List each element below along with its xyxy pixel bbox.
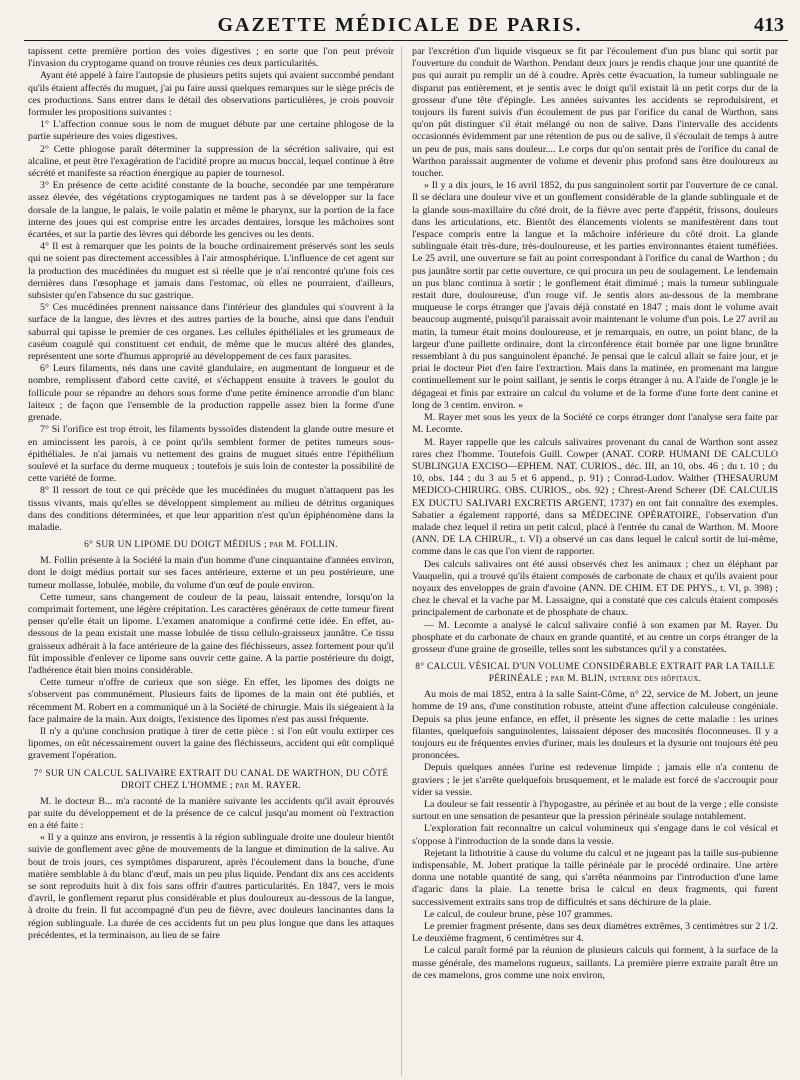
page-number: 413 — [754, 14, 784, 36]
paragraph: 1° L'affection connue sous le nom de muguet débute par une certaine phlogose de la partie supérieure des voies digestives. — [28, 119, 394, 143]
paragraph: 5° Ces mucédinées prennent naissance dans l'intérieur des glandules qui s'ouvrent à la surface de la langue, des lèvres et des autres parties de la bouche, ainsi que dans l'enduit saburral qui tapisse le premier de ces organes. Les cellules épithéliales et les grumeaux de caséum coagulé qui constituent cet enduit, de même que le mucus altéré des glandes, représentent une sorte d'humus approprié au développement de ces faux parasites. — [28, 302, 394, 363]
paragraph: M. le docteur B... m'a raconté de la manière suivante les accidents qu'il avait éprouvés par suite du développement et de la présence de ce calcul jusqu'au moment où l'extraction en a été faite : — [28, 795, 394, 831]
paragraph: M. Rayer met sous les yeux de la Société ce corps étranger dont l'analyse sera faite par M. Lecomte. — [412, 412, 778, 436]
section-heading: 6° SUR UN LIPOME DU DOIGT MÉDIUS ; par M. FOLLIN. — [84, 540, 338, 551]
journal-title: GAZETTE MÉDICALE DE PARIS. — [217, 14, 583, 36]
paragraph: Le premier fragment présente, dans ses deux diamètres extrêmes, 3 centimètres sur 2 1/2. Le deuxième fragment, 6 centimètres sur 4. — [412, 921, 778, 945]
paragraph: 4° Il est à remarquer que les points de la bouche ordinairement préservés sont les seuls qui ne soient pas directement accessibles à l'air atmosphérique. L'influence de cet agent sur la production des mucédinées du muguet est si réelle que je n'ai rencontré qu'une fois ces dernières dans l'œsophage et jamais dans l'estomac, où elles ne pourraient, d'ailleurs, subsister qu'en l'absence du suc gastrique. — [28, 241, 394, 302]
paragraph: 6° Leurs filaments, nés dans une cavité glandulaire, en augmentant de longueur et de nombre, remplissent d'abord cette cavité, et s'échappent ensuite à travers le goulot du follicule pour se répandre au dehors sous forme d'une petite éminence arrondie d'un blanc laiteux ; de façon que l'ensemble de la production rappelle assez bien la forme d'une grenade. — [28, 363, 394, 424]
paragraph: — M. Lecomte a analysé le calcul salivaire confié à son examen par M. Rayer. Du phosphate et du carbonate de chaux en grande quantité, et au centre un corps étranger de la grosseur d'une graine de groseille, telles sont les substances qu'il y a constatées. — [412, 619, 778, 655]
paragraph: 2° Cette phlogose paraît déterminer la suppression de la sécrétion salivaire, qui est alcaline, et peut être l'exagération de l'acidité propre au mucus buccal, lequel continue à être sécrété et manifeste sa réaction énergique au papier de tournesol. — [28, 143, 394, 180]
paragraph: 3° En présence de cette acidité constante de la bouche, secondée par une température assez élevée, des végétations cryptogamiques ne tardent pas à se développer sur la face dorsale de la langue, le palais, le voile palatin et même le pharynx, sur la portion de la face interne des joues qui est comprise entre les arcades dentaires, lorsque les mâchoires sont écartées, et sur la partie des lèvres qui déborde les gencives ou les dents. — [28, 180, 394, 241]
paragraph: La douleur se fait ressentir à l'hypogastre, au périnée et au bout de la verge ; elle consiste surtout en une sensation de pesanteur que la pression périnéale soulage notablement. — [412, 798, 778, 823]
paragraph: 8° Il ressort de tout ce qui précède que les mucédinées du muguet n'attaquent pas les tissus vivants, mais qu'elles se développent simplement au milieu de détritus organiques dans des conditions déterminées, et que leur apparition n'est qu'un épiphénomène dans la maladie. — [28, 485, 394, 533]
left-column — [28, 46, 394, 1076]
paragraph: » Il y a dix jours, le 16 avril 1852, du pus sanguinolent sortit par l'ouverture de ce canal. Il se déclara une douleur vive et un gonflement considérable de la glande sublinguale et de la glande sous-maxillaire du côté droit, de la fièvre avec perte d'appétit, frissons, douleurs dans les articulations, etc. Bientôt des élancements violents se manifestèrent dans tout l'espace compris entre la langue et la mâchoire inférieure du côté droit. La glande sublinguale était très-dure, très-douloureuse, et les parties environnantes étaient tuméfiées. Le 25 avril, une ouverture se fait au point correspondant à l'orifice du canal de Warthon ; du pus jaunâtre sortit par cette ouverture, ce qui procura un peu de soulagement. Le lendemain un pus blanc continua à sortir ; le gonflement était diminué ; mais la tumeur sublinguale restait dure, douloureuse, d'un rouge vif. Je sentis alors au-dessous de la membrane muqueuse le corps étranger que j'avais déjà constaté en 1847 ; mais dont le volume avait beaucoup augmenté, puisqu'il paraissait avoir maintenant le volume d'un pois. Le 27 avril au matin, la tumeur était moins douloureuse, et je remarquais, en outre, un point blanc, de la largeur d'une paillette ordinaire, dont la circonférence était bornée par une ligne brunâtre ressemblant à du pus sanguinolent épanché. Je pensai que le calcul allait se faire jour, et je priai le docteur Piet d'en faire l'extraction. Mais dans la matinée, en promenant ma langue continuellement sur le point saillant, je sentis le corps étranger à nu. A l'aide de l'ongle je le dégageai et finis par extraire un calcul du volume et de la forme d'une forte dent canine et long de 3 centim. environ. » — [412, 180, 778, 411]
paragraph: Il n'y a qu'une conclusion pratique à tirer de cette pièce : si l'on eût voulu extirper ces lipomes, on eût nécessairement ouvert la gaine des fléchisseurs, accident qui eût compliqué gravement l'opération. — [28, 725, 394, 762]
paragraph: « Il y a quinze ans environ, je ressentis à la région sublinguale droite une douleur bientôt suivie de gonflement avec gêne de mouvements de la langue et diminution de la salive. Au bout de trois jours, ces symptômes disparurent, après l'écoulement dans la bouche, d'une matière semblable à du blanc d'œuf, mais un peu plus liquide. Pendant dix ans ces accidents se sont reproduits huit à dix fois sans offrir d'autres particularités. En 1847, vers le mois d'avril, le gonflement reparut plus considérable et plus douloureux au-dessous de la langue, à droite du frein. Il fut accompagné d'un peu de fièvre, avec douleurs lancinantes dans la région sublinguale. La durée de ces accidents fut un peu plus longue que dans les attaques précédentes, et la terminaison, au lieu de se faire — [28, 832, 394, 941]
paragraph: 7° Si l'orifice est trop étroit, les filaments byssoïdes distendent la glande outre mesure et en amincissent les parois, à ce point qu'ils semblent former de petites tumeurs sous-épithéliales. Je n'ai jamais vu nettement des grains de muguet situés entre l'épithélium soulevé et la surface du derme muqueux ; toutefois je suis loin de contester la possibilité de cette variété de forme. — [28, 424, 394, 485]
paragraph: Cette tumeur n'offre de curieux que son siège. En effet, les lipomes des doigts ne s'observent pas communément. Plusieurs faits de lipomes de la main ont été publiés, et récemment M. Robert en a communiqué un à la Société de chirurgie. Mais ils siégeaient à la face palmaire de la main. Aux doigts, l'existence des lipomes n'est pas aussi fréquente. — [28, 677, 394, 725]
paragraph: Rejetant la lithotritie à cause du volume du calcul et ne jugeant pas la taille sus-pubienne indispensable, M. Jobert pratique la taille périnéale par le procédé ordinaire. Une artère donna une notable quantité de sang, qui s'arrêta néanmoins par l'introduction d'une lame d'agaric dans la plaie. La tenette brisa le calcul en deux fragments, qui furent successivement extraits sans trop de difficultés et sans déchirure de la plaie. — [412, 847, 778, 908]
section-heading: 8° CALCUL VÉSICAL D'UN VOLUME CONSIDÉRABLE EXTRAIT PAR LA TAILLE PÉRINÉALE ; par M. BLIN, interne des hôpitaux. — [415, 662, 775, 685]
paragraph: M. Follin présente à la Société la main d'un homme d'une cinquantaine d'années environ, dont le doigt médius portait sur ses faces antérieure, externe et un peu postérieure, une tumeur mollasse, lobulée, mobile, du volume d'un œuf de poule environ. — [28, 555, 394, 591]
right-column — [412, 46, 778, 1076]
paragraph: Des calculs salivaires ont été aussi observés chez les animaux ; chez un éléphant par Vauquelin, qui a trouvé qu'ils étaient composés de carbonate de chaux et qu'ils avaient pour noyaux des enveloppes de grain d'avoine (ANN. DE CHIM. ET DE PHYS., t. VI, p. 398) ; chez le cheval et la vache par M. Lassaigne, qui a constaté que ces calculs étaient composés principalement de carbonate et de phosphate de chaux. — [412, 558, 778, 619]
paragraph: Le calcul, de couleur brune, pèse 107 grammes. — [424, 908, 613, 920]
section-heading: 7° SUR UN CALCUL SALIVAIRE EXTRAIT DU CANAL DE WARTHON, DU CÔTÉ DROIT CHEZ L'HOMME ; par M. RAYER. — [33, 768, 389, 791]
page-header — [0, 14, 800, 40]
paragraph: Ayant été appelé à faire l'autopsie de plusieurs petits sujets qui avaient succombé pendant qu'ils étaient affectés du muguet, j'ai pu faire aussi quelques remarques sur le siège précis de ces productions. Sans entrer dans le détail des observations particulières, je crois pouvoir formuler les propositions suivantes : — [28, 70, 394, 119]
paragraph: M. Rayer rappelle que les calculs salivaires provenant du canal de Warthon sont assez rares chez l'homme. Toutefois Guill. Cowper (ANAT. CORP. HUMANI DE CALCULO SUBLINGUA EXCISO—EPHEM. NAT. CURIOS., déc. III, an 10, obs. 46 ; du t. 10 ; du 10, obs. 144 ; du 3 au 5 et 6 append., p. 91) ; Conrad-Ludov. Walther (THESAURUM MEDICO-CHIRURG. OBS. CURIOS., obs. 92) ; Chrest-Arend Scherer (DE CALCULIS EX DUCTU SALIVARI EXCRETIS ARGENT, 1737) en ont fait connaître des exemples. Sabatier a également rapporté, dans sa MÉDECINE OPÉRATOIRE, l'observation d'un malade chez lequel il retira un petit calcul, placé à l'entrée du canal de Warthon. M. Moore (ANN. DE LA CHIRUR., t. VI) a observé un cas dans lequel le calcul sortit de lui-même, comme dans le cas que l'on vient de rapporter. — [412, 436, 778, 558]
paragraph: L'exploration fait reconnaître un calcul volumineux qui s'engage dans le col vésical et s'oppose à l'introduction de la sonde dans la vessie. — [412, 823, 778, 847]
paragraph: Au mois de mai 1852, entra à la salle Saint-Côme, n° 22, service de M. Jobert, un jeune homme de 19 ans, d'une constitution robuste, atteint d'une affection calculeuse congéniale. Depuis sa plus jeune enfance, en effet, il présente les signes de cette maladie : les urines filantes, quelquefois sanguinolentes, laissaient déposer des mucosités floconneuses. Il y a toujours eu de fréquentes envies d'uriner, mais les douleurs et la dysurie ont toujours été peu prononcées. — [412, 689, 778, 762]
paragraph: tapissent cette première portion des voies digestives ; en sorte que l'on peut prévoir l'invasion du cryptogame quand on trouve réunies ces deux particularités. — [28, 46, 394, 70]
paragraph: Le calcul paraît formé par la réunion de plusieurs calculs qui forment, à la surface de la masse générale, des mamelons rugueux, saillants. La première pierre extraite paraît être un de ces mamelons, gros comme une noix environ, — [412, 945, 778, 981]
paragraph: Cette tumeur, sans changement de couleur de la peau, laissait entendre, lorsqu'on la comprimait fortement, une légère crépitation. Les caractères généraux de cette tumeur firent penser qu'elle était un lipome. L'examen anatomique a confirmé cette idée. En effet, au-dessous de la peau existait une masse lobulée de tissu cellulo-graisseux jaunâtre. Ce tissu graisseux adhérait à la face antérieure de la gaine des fléchisseurs, assez fortement pour qu'il fût impossible d'enlever ce lipome sans ouvrir cette gaine. A la partie postérieure du doigt, l'adhérence était bien moins considérable. — [28, 591, 394, 676]
column-divider — [401, 46, 402, 1076]
paragraph: Depuis quelques années l'urine est redevenue limpide ; jamais elle n'a contenu de graviers ; le jet s'arrête quelquefois brusquement, et le malade est forcé de s'accroupir pour vider sa vessie. — [412, 762, 778, 798]
header-rule — [24, 40, 788, 41]
paragraph: par l'excrétion d'un liquide visqueux se fit par l'écoulement d'un pus blanc qui sortit par l'ouverture du conduit de Warthon. Pendant deux jours je rendis chaque jour une quantité de pus qui aurait pu remplir un dé à coudre. Après cette évacuation, la tumeur sublinguale ne disparut pas entièrement, et je sentis avec le doigt qu'il existait là un petit corps dur de la grosseur d'une tête d'épingle. Les années suivantes les accidents se reproduisirent, et toujours ils furent suivis d'un écoulement de pus par l'orifice du canal de Warthon, sans qu'on pût distinguer s'il était mélangé ou non de salive. Dans l'intervalle des accidents occasionnés évidemment par une rétention de pus ou de salive, il s'écoulait de temps à autre un peu de pus, mais sans douleur.... Le corps dur qu'on sentait près de l'orifice du canal de Warthon paraissait augmenter de volume et devenir plus profond sans être douloureux au toucher. — [412, 46, 778, 180]
